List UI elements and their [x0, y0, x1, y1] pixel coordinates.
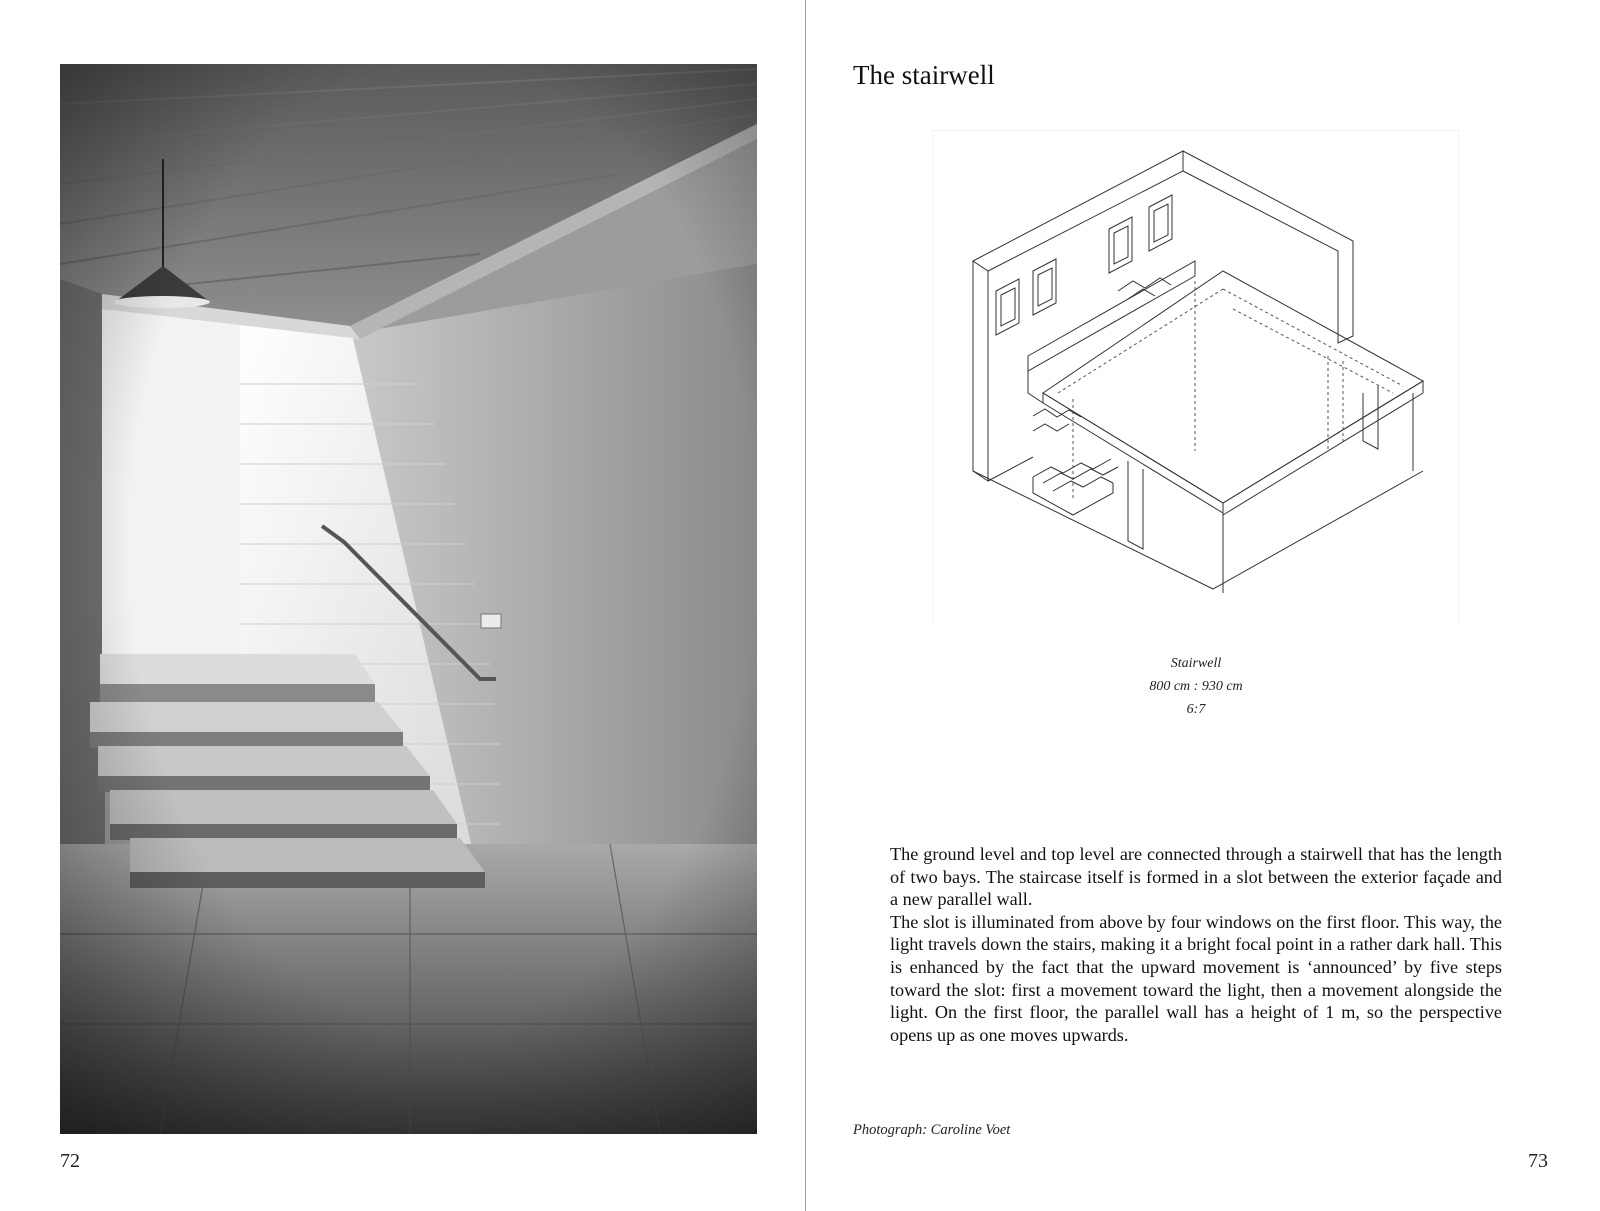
right-page	[806, 0, 1600, 1211]
body-paragraph-1: The ground level and top level are connected through a stairwell that has the length of two bays. The staircase itself is formed in a slot between the exterior façade and a new parallel wall.	[890, 844, 1502, 910]
caption-dimensions: 800 cm : 930 cm	[1149, 679, 1243, 694]
body-paragraph-2: The slot is illuminated from above by four windows on the first floor. This way, the light travels down the stairs, making it a bright focal point in a rather dark hall. This is enhanced by the fact that the upward movement is ‘announced’ by five steps toward the slot: first a movement toward the light, then a movement alongside the light. On the first floor, the parallel wall has a height of 1 m, so the perspective opens up as one moves upwards.	[890, 911, 1502, 1045]
caption-ratio: 6:7	[1186, 702, 1206, 717]
caption-title: Stairwell	[1170, 656, 1222, 671]
page-number-right: 73	[1528, 1150, 1548, 1172]
page-title: The stairwell	[853, 60, 995, 90]
axonometric-drawing	[932, 130, 1459, 625]
figure-caption	[1056, 652, 1336, 721]
photo-credit: Photograph: Caroline Voet	[853, 1122, 1011, 1138]
stairwell-photograph	[60, 64, 757, 1134]
page-number-left: 72	[60, 1150, 80, 1172]
body-text	[890, 843, 1502, 1046]
